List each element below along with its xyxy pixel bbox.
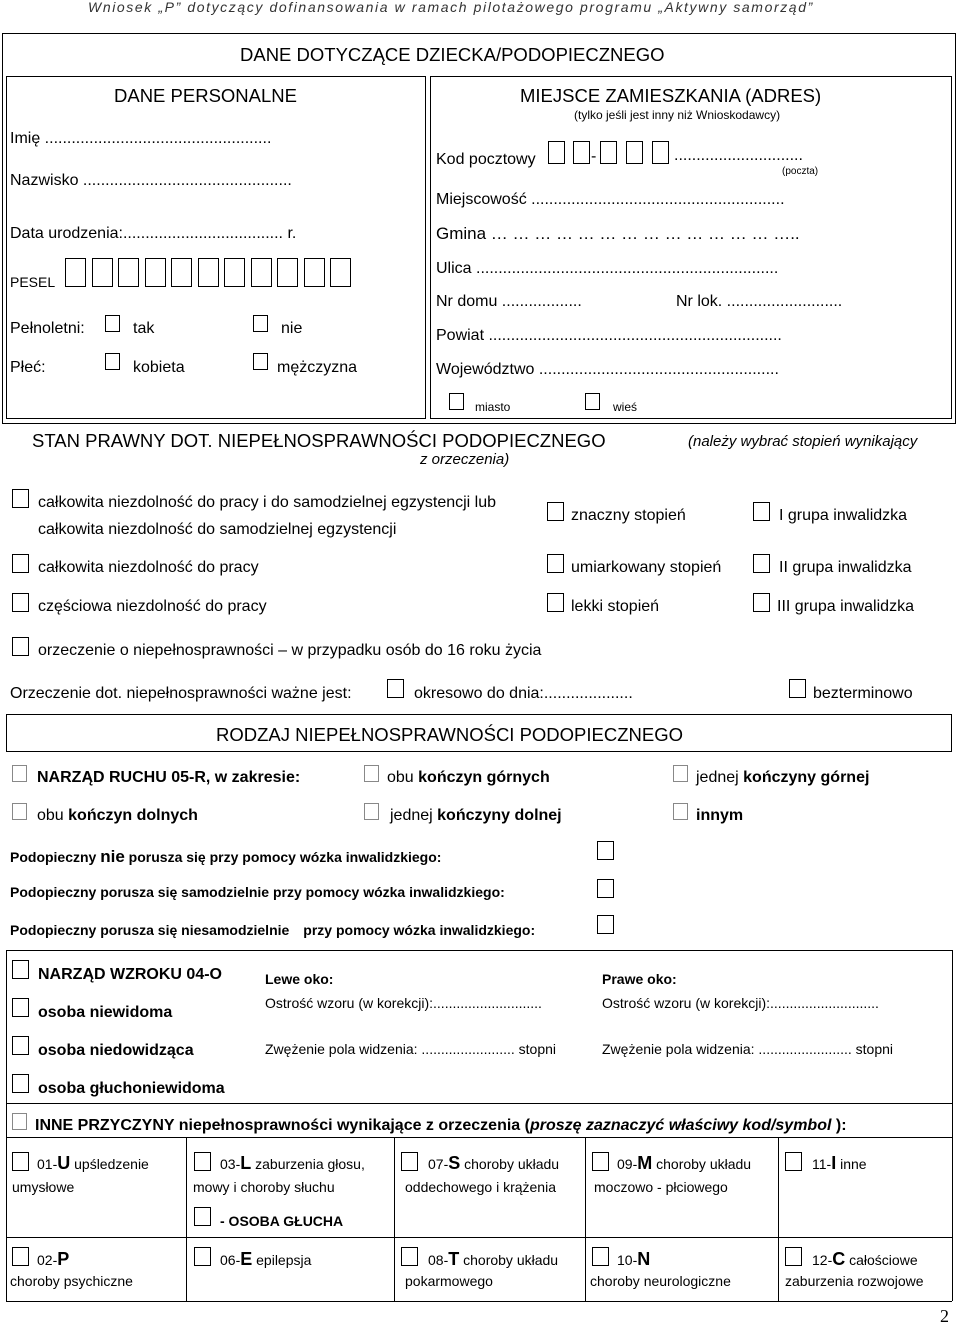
legal-status-note-1: (należy wybrać stopień wynikający [688, 433, 918, 450]
wheelchair-assisted-checkbox[interactable] [597, 915, 614, 934]
postal-code-box-2[interactable] [573, 141, 590, 164]
deaf-person-checkbox[interactable] [194, 1207, 211, 1226]
code-08t-checkbox[interactable] [401, 1247, 418, 1266]
group-1-label: I grupa inwalidzka [779, 507, 908, 524]
pesel-digit-box[interactable] [145, 258, 166, 287]
left-eye-field-narrowing[interactable]: Zwężenie pola widzenia: ........................ stopni [265, 1041, 557, 1057]
code-08t-label: 08-T choroby układu [428, 1249, 559, 1269]
city-field[interactable]: Miejscowość ......................................................... [436, 191, 785, 208]
legal-status-note-2: z orzeczenia) [420, 451, 510, 468]
deaf-person-label: - OSOBA GŁUCHA [220, 1213, 344, 1229]
under-16-certificate-checkbox[interactable] [12, 637, 29, 656]
work-incapacity-label: całkowita niezdolność do pracy [38, 559, 259, 576]
adult-yes-label: tak [133, 320, 155, 337]
group-3-checkbox[interactable] [753, 593, 770, 612]
both-lower-limbs-label: obu kończyn dolnych [37, 807, 198, 824]
pesel-digit-box[interactable] [171, 258, 192, 287]
village-label: wieś [613, 400, 638, 414]
significant-degree-label: znaczny stopień [571, 507, 686, 524]
total-incapacity-label-1: całkowita niezdolność do pracy i do samodzielnej egzystencji lub [38, 494, 497, 511]
code-01u-checkbox[interactable] [12, 1152, 29, 1171]
right-eye-label: Prawe oko: [602, 971, 677, 987]
code-01u-label: 01-U upśledzenie [37, 1153, 149, 1173]
flat-number-field[interactable]: Nr lok. .......................... [676, 293, 843, 310]
wheelchair-none-label: Podopieczny nie porusza się przy pomocy wózka inwalidzkiego: [10, 847, 442, 866]
code-11i-checkbox[interactable] [785, 1152, 802, 1171]
town-checkbox[interactable] [449, 393, 464, 410]
adult-no-checkbox[interactable] [253, 315, 268, 332]
mild-degree-label: lekki stopień [571, 598, 660, 615]
town-label: miasto [475, 400, 511, 414]
deafblind-label: osoba głuchoniewidoma [38, 1080, 225, 1097]
code-12c-label-2: zaburzenia rozwojowe [785, 1273, 924, 1289]
pesel-digit-box[interactable] [118, 258, 139, 287]
right-eye-field-narrowing[interactable]: Zwężenie pola widzenia: ........................ stopni [602, 1041, 894, 1057]
wheelchair-assisted-label: Podopieczny porusza się niesamodzielnie przy pomocy wózka inwalidzkiego: [10, 922, 536, 938]
pesel-label: PESEL [10, 274, 56, 290]
validity-label: Orzeczenie dot. niepełnosprawności ważne jest: [10, 685, 352, 702]
street-field[interactable]: Ulica .................................................................... [436, 260, 779, 277]
one-lower-limb-label: jednej kończyny dolnej [390, 807, 562, 824]
one-upper-limb-label: jednej kończyny górnej [696, 769, 870, 786]
wheelchair-none-checkbox[interactable] [597, 841, 614, 860]
motor-organ-label: NARZĄD RUCHU 05-R, w zakresie: [37, 769, 301, 786]
codes-left-border [6, 1137, 7, 1301]
code-03l-label-2: mowy i choroby słuchu [193, 1179, 335, 1195]
indefinite-checkbox[interactable] [789, 679, 806, 698]
female-checkbox[interactable] [105, 353, 120, 370]
village-checkbox[interactable] [585, 393, 600, 410]
deafblind-checkbox[interactable] [12, 1074, 29, 1093]
code-12c-checkbox[interactable] [785, 1247, 802, 1266]
code-10n-checkbox[interactable] [592, 1247, 609, 1266]
pesel-digit-box[interactable] [65, 258, 86, 287]
adult-no-label: nie [281, 320, 303, 337]
county-field[interactable]: Powiat .................................................................. [436, 327, 782, 344]
visually-impaired-checkbox[interactable] [12, 1036, 29, 1055]
wheelchair-independent-checkbox[interactable] [597, 879, 614, 898]
left-eye-acuity-field[interactable]: Ostrość wzoru (w korekcji):............................ [265, 995, 542, 1011]
blind-label: osoba niewidoma [38, 1004, 173, 1021]
voivodeship-field[interactable]: Województwo ...................................................... [436, 361, 779, 378]
indefinite-label: bezterminowo [813, 685, 913, 702]
left-eye-label: Lewe oko: [265, 971, 334, 987]
house-number-field[interactable]: Nr domu .................. [436, 293, 582, 310]
wheelchair-independent-label: Podopieczny porusza się samodzielnie przy pomocy wózka inwalidzkiego: [10, 884, 505, 900]
code-07s-label-2: oddechowego i krążenia [405, 1179, 556, 1195]
group-2-checkbox[interactable] [753, 554, 770, 573]
postal-code-box-3[interactable] [600, 141, 617, 164]
disability-type-title: RODZAJ NIEPEŁNOSPRAWNOŚCI PODOPIECZNEGO [216, 724, 684, 745]
visually-impaired-label: osoba niedowidząca [38, 1042, 194, 1059]
code-09m-checkbox[interactable] [592, 1152, 609, 1171]
adult-label: Pełnoletni: [10, 320, 85, 337]
code-08t-label-2: pokarmowego [405, 1273, 493, 1289]
document-header: Wniosek „P” dotyczący dofinansowania w ramach pilotażowego programu „Aktywny samorząd” [88, 0, 814, 15]
postal-code-box-1[interactable] [548, 141, 565, 164]
moderate-degree-label: umiarkowany stopień [571, 559, 722, 576]
codes-bottom-border [6, 1301, 952, 1302]
code-07s-label: 07-S choroby układu [428, 1153, 560, 1173]
work-incapacity-checkbox[interactable] [12, 554, 29, 573]
vision-divider-bottom [6, 1103, 952, 1104]
other-label: innym [696, 807, 744, 824]
vision-organ-checkbox[interactable] [12, 960, 29, 979]
postal-code-dash: - [591, 148, 597, 165]
male-checkbox[interactable] [253, 353, 268, 370]
code-02p-label-2: choroby psychiczne [10, 1273, 133, 1289]
code-02p-checkbox[interactable] [12, 1247, 29, 1266]
code-07s-checkbox[interactable] [401, 1152, 418, 1171]
blind-checkbox[interactable] [12, 998, 29, 1017]
page-number: 2 [940, 1306, 949, 1326]
other-causes-checkbox[interactable] [12, 1113, 27, 1130]
codes-col-divider-2 [394, 1137, 395, 1301]
code-10n-label: 10-N [617, 1249, 651, 1269]
pesel-digit-box[interactable] [92, 258, 113, 287]
post-office-field[interactable]: ............................. [674, 147, 803, 164]
pesel-digit-box[interactable] [198, 258, 219, 287]
codes-right-border [952, 1137, 953, 1301]
periodic-until-field[interactable]: okresowo do dnia:.................... [414, 685, 633, 702]
postal-code-box-4[interactable] [626, 141, 643, 164]
right-eye-acuity-field[interactable]: Ostrość wzoru (w korekcji):............................ [602, 995, 879, 1011]
pesel-digit-box[interactable] [277, 258, 298, 287]
code-10n-label-2: choroby neurologiczne [590, 1273, 731, 1289]
female-label: kobieta [133, 359, 185, 376]
personal-title: DANE PERSONALNE [114, 85, 297, 106]
group-2-label: II grupa inwalidzka [779, 559, 912, 576]
significant-degree-checkbox[interactable] [547, 502, 564, 521]
section-title-child: DANE DOTYCZĄCE DZIECKA/PODOPIECZNEGO [240, 44, 665, 65]
one-upper-limb-checkbox[interactable] [673, 765, 688, 782]
other-causes-divider [6, 1137, 952, 1138]
code-01u-label-2: umysłowe [12, 1179, 75, 1195]
commune-field[interactable]: Gmina … … … … … … … … … … … … … ….. [436, 224, 800, 243]
first-name-field[interactable]: Imię ................................................... [10, 130, 272, 147]
partial-incapacity-checkbox[interactable] [12, 593, 29, 612]
both-upper-limbs-label: obu kończyn górnych [387, 769, 550, 786]
code-11i-label: 11-I inne [812, 1153, 867, 1173]
personal-data-box [6, 76, 426, 419]
code-06e-checkbox[interactable] [194, 1247, 211, 1266]
code-12c-label: 12-C całościowe [812, 1249, 918, 1269]
total-incapacity-label-2: całkowita niezdolność do samodzielnej egzystencji [38, 521, 397, 538]
under-16-certificate-label: orzeczenie o niepełnosprawności – w przypadku osób do 16 roku życia [38, 642, 542, 659]
codes-col-divider-1 [186, 1137, 187, 1301]
total-incapacity-checkbox[interactable] [12, 489, 29, 508]
pesel-digit-box[interactable] [224, 258, 245, 287]
pesel-digit-box[interactable] [304, 258, 325, 287]
other-causes-title: INNE PRZYCZYNY niepełnosprawności wynikające z orzeczenia (proszę zaznaczyć właściwy kod/symbol ): [35, 1117, 847, 1134]
codes-col-divider-3 [585, 1137, 586, 1301]
both-lower-limbs-checkbox[interactable] [12, 803, 27, 820]
other-checkbox[interactable] [673, 803, 688, 820]
group-3-label: III grupa inwalidzka [777, 598, 914, 615]
moderate-degree-checkbox[interactable] [547, 554, 564, 573]
code-03l-label: 03-L zaburzenia głosu, [220, 1153, 365, 1173]
vision-left-border [6, 950, 7, 1137]
mild-degree-checkbox[interactable] [547, 593, 564, 612]
postal-code-box-5[interactable] [652, 141, 669, 164]
code-02p-label: 02-P [37, 1249, 70, 1269]
vision-right-border [952, 950, 953, 1137]
one-lower-limb-checkbox[interactable] [364, 803, 379, 820]
code-09m-label-2: moczowo - płciowego [594, 1179, 728, 1195]
address-title: MIEJSCE ZAMIESZKANIA (ADRES) [520, 85, 822, 106]
legal-status-title: STAN PRAWNY DOT. NIEPEŁNOSPRAWNOŚCI PODOPIECZNEGO [32, 430, 606, 451]
birth-date-field[interactable]: Data urodzenia:.................................... r. [10, 225, 297, 242]
vision-organ-label: NARZĄD WZROKU 04-O [38, 966, 222, 983]
group-1-checkbox[interactable] [753, 502, 770, 521]
pesel-digit-box[interactable] [330, 258, 351, 287]
sex-label: Płeć: [10, 359, 46, 376]
vision-divider-top [6, 950, 952, 951]
both-upper-limbs-checkbox[interactable] [364, 765, 379, 782]
codes-col-divider-4 [778, 1137, 779, 1301]
postal-code-label: Kod pocztowy [436, 151, 536, 168]
code-06e-label: 06-E epilepsja [220, 1249, 312, 1269]
periodic-checkbox[interactable] [387, 679, 404, 698]
male-label: mężczyzna [277, 359, 358, 376]
code-03l-checkbox[interactable] [194, 1152, 211, 1171]
adult-yes-checkbox[interactable] [105, 315, 120, 332]
pesel-digit-box[interactable] [251, 258, 272, 287]
address-subtitle: (tylko jeśli jest inny niż Wnioskodawcy) [574, 108, 781, 122]
code-09m-label: 09-M choroby układu [617, 1153, 752, 1173]
partial-incapacity-label: częściowa niezdolność do pracy [38, 598, 267, 615]
post-office-caption: (poczta) [782, 166, 819, 177]
codes-row-divider [6, 1237, 952, 1238]
last-name-field[interactable]: Nazwisko ............................................... [10, 172, 292, 189]
motor-organ-checkbox[interactable] [12, 765, 27, 782]
